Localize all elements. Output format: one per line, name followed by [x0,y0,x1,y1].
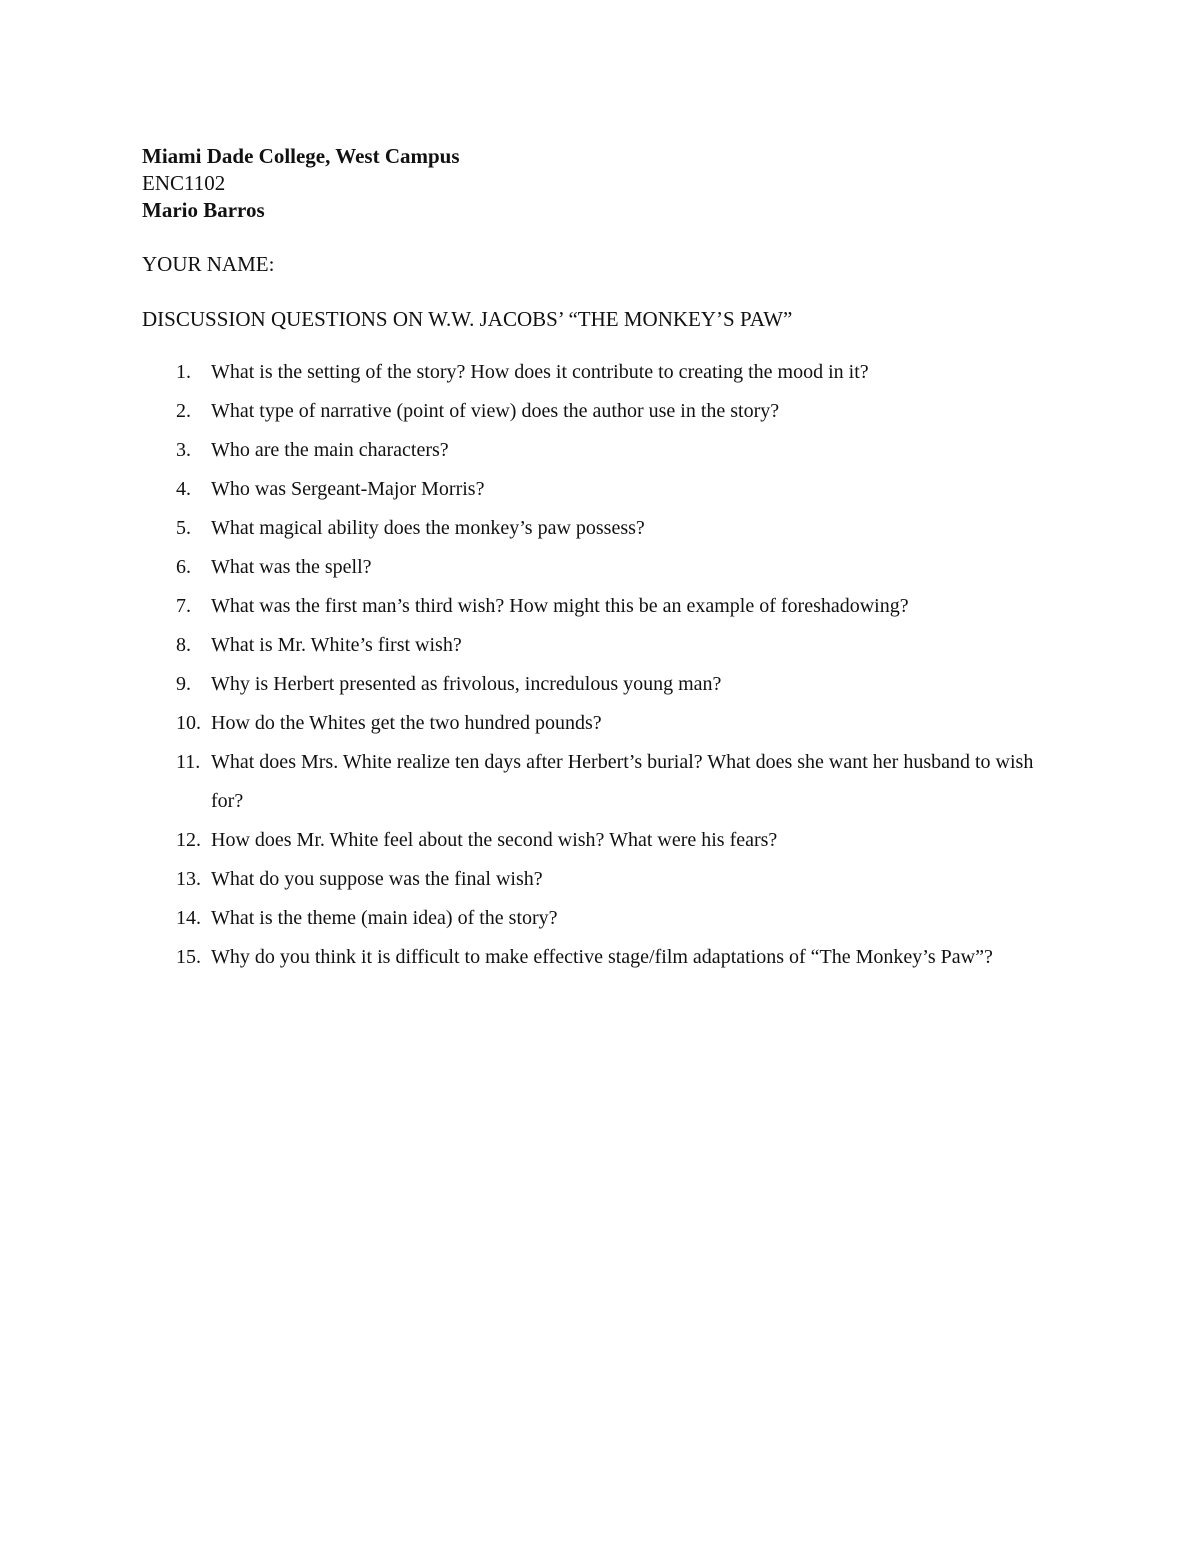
question-text: How does Mr. White feel about the second wish? What were his fears? [211,829,778,851]
question-number: 7. [176,595,191,617]
question-number: 8. [176,634,191,656]
question-number: 9. [176,673,191,695]
question-number: 11. [176,751,201,773]
question-number: 3. [176,439,191,461]
question-item [0,589,1200,628]
question-item [0,706,1200,745]
question-text: How do the Whites get the two hundred pounds? [211,712,602,734]
question-text: Who are the main characters? [211,439,449,461]
question-item [0,940,1200,1018]
page-title: DISCUSSION QUESTIONS ON W.W. JACOBS’ “THE MONKEY’S PAW” [142,307,793,331]
question-text: What is Mr. White’s first wish? [211,634,462,656]
question-number: 13. [176,868,201,890]
question-text: Why is Herbert presented as frivolous, incredulous young man? [211,673,722,695]
question-text: What was the first man’s third wish? How might this be an example of foreshadowing? [211,595,909,617]
question-item [0,901,1200,940]
question-text: What is the theme (main idea) of the story? [211,907,558,929]
course-code: ENC1102 [142,171,226,195]
question-list [0,355,1200,1018]
question-item [0,862,1200,901]
your-name-label: YOUR NAME: [142,252,275,276]
instructor-name: Mario Barros [142,198,265,222]
institution-name: Miami Dade College, West Campus [142,144,460,168]
question-number: 4. [176,478,191,500]
question-text: What is the setting of the story? How does it contribute to creating the mood in it? [211,361,869,383]
question-item [0,433,1200,472]
question-number: 10. [176,712,201,734]
question-text: What was the spell? [211,556,372,578]
question-item [0,667,1200,706]
question-number: 15. [176,946,201,968]
question-text: Why do you think it is difficult to make effective stage/film adaptations of “The Monkey’s Paw”? [211,946,993,968]
question-number: 6. [176,556,191,578]
question-item [0,823,1200,862]
question-item [0,745,1200,823]
question-number: 2. [176,400,191,422]
question-item [0,628,1200,667]
question-number: 1. [176,361,191,383]
document-header [142,143,460,224]
question-item [0,394,1200,433]
question-text: Who was Sergeant-Major Morris? [211,478,485,500]
question-text: What magical ability does the monkey’s paw possess? [211,517,645,539]
question-number: 5. [176,517,191,539]
question-number: 14. [176,907,201,929]
question-item [0,511,1200,550]
question-text: What do you suppose was the final wish? [211,868,543,890]
question-item [0,472,1200,511]
question-number: 12. [176,829,201,851]
question-item [0,550,1200,589]
question-item [0,355,1200,394]
question-text: What type of narrative (point of view) does the author use in the story? [211,400,780,422]
question-text: What does Mrs. White realize ten days after Herbert’s burial? What does she want her husband to wish for? [211,751,1034,812]
